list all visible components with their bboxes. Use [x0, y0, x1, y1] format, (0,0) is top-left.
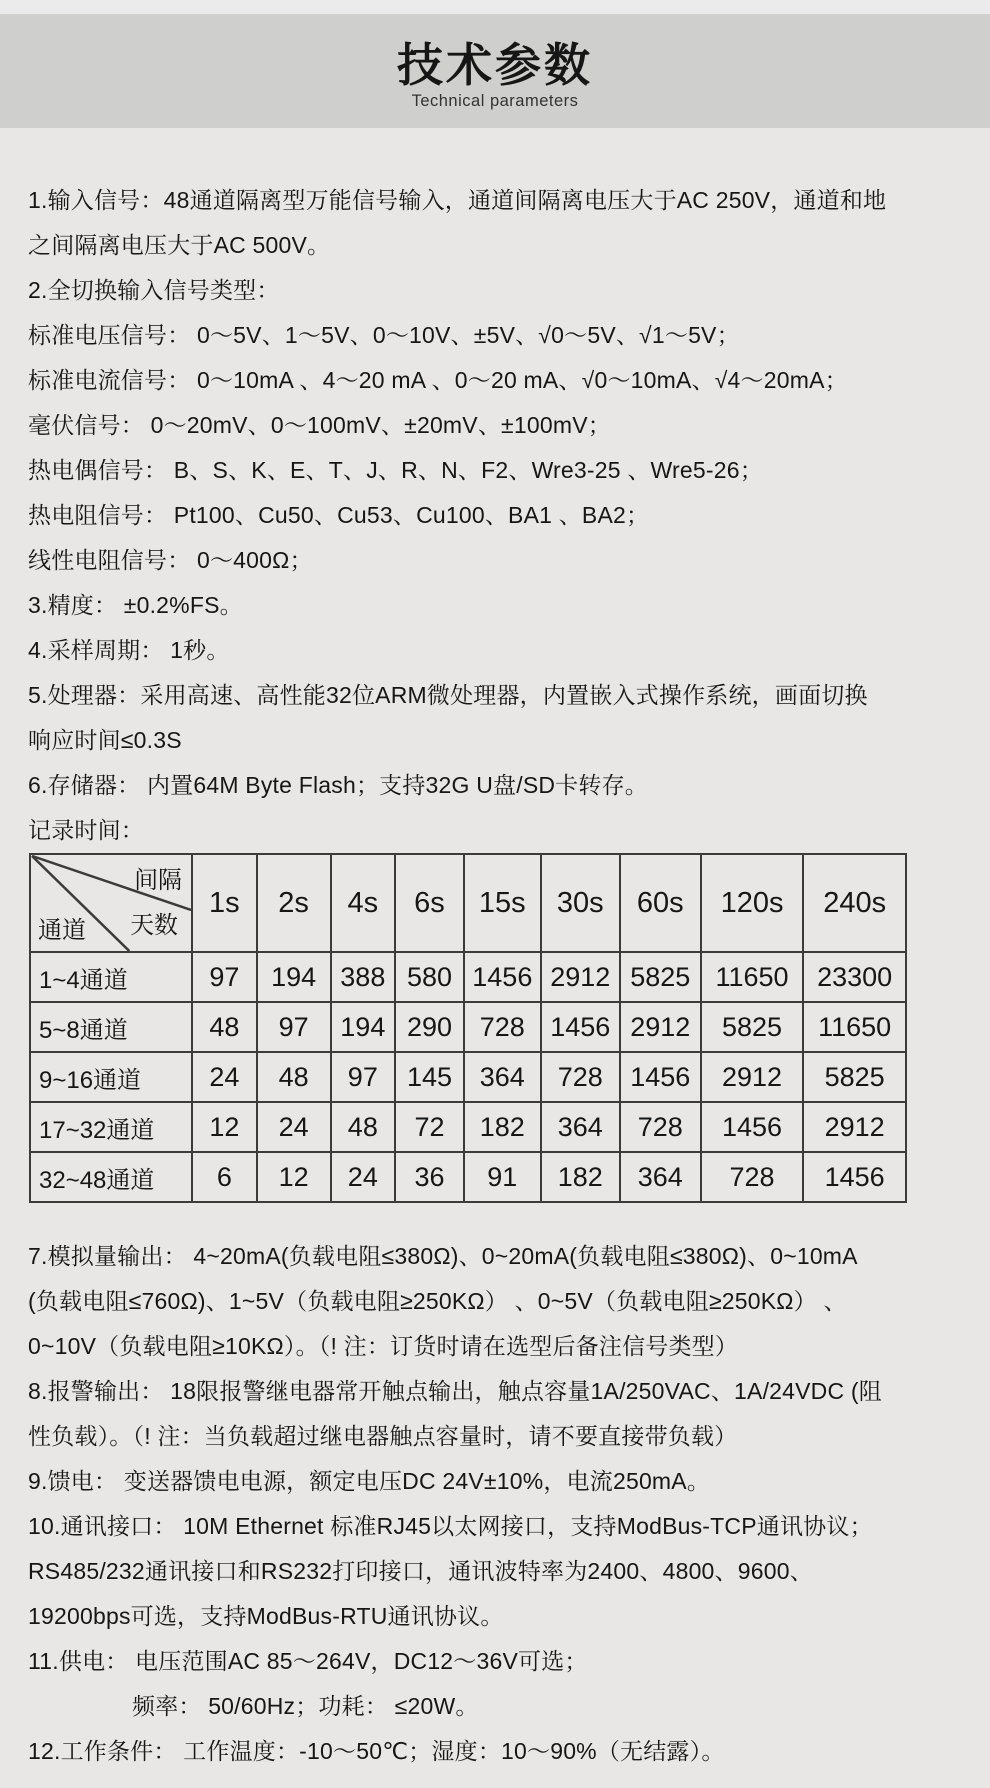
- table-row: [30, 1052, 906, 1102]
- record-days-cell: 580: [395, 952, 464, 1002]
- corner-label-days: 天数: [130, 912, 179, 939]
- record-days-cell: 91: [464, 1152, 541, 1202]
- record-days-cell: 12: [257, 1152, 331, 1202]
- record-days-cell: 11650: [701, 952, 804, 1002]
- record-days-cell: 2912: [620, 1002, 701, 1052]
- record-days-cell: 728: [541, 1052, 620, 1102]
- spec-line: 热电偶信号： B、S、K、E、T、J、R、N、F2、Wre3-25 、Wre5-26；: [28, 457, 763, 483]
- table-row: [30, 1102, 906, 1152]
- record-days-cell: 388: [331, 952, 396, 1002]
- record-days-cell: 23300: [803, 952, 906, 1002]
- record-days-cell: 72: [395, 1102, 464, 1152]
- table-row: [30, 1152, 906, 1202]
- spec-line: 标准电压信号： 0～5V、1～5V、0～10V、±5V、√0～5V、√1～5V；: [28, 322, 740, 348]
- record-days-cell: 364: [464, 1052, 541, 1102]
- record-days-cell: 145: [395, 1052, 464, 1102]
- table-corner-cell: [30, 854, 192, 952]
- spec-line: 10.通讯接口： 10M Ethernet 标准RJ45以太网接口，支持ModBus-TCP通讯协议；: [28, 1513, 873, 1539]
- record-days-cell: 97: [192, 952, 257, 1002]
- channel-row-label: 32~48通道: [30, 1152, 192, 1202]
- record-days-cell: 24: [331, 1152, 396, 1202]
- spec-line: 12.工作条件： 工作温度：-10～50℃；湿度：10～90%（无结露）。: [28, 1738, 725, 1764]
- spec-line: 3.精度： ±0.2%FS。: [28, 592, 243, 618]
- spec-line: 0~10V（负载电阻≥10KΩ）。（! 注：订货时请在选型后备注信号类型）: [28, 1333, 739, 1359]
- interval-column-header: 6s: [395, 854, 464, 952]
- spec-line: 毫伏信号： 0～20mV、0～100mV、±20mV、±100mV；: [28, 412, 611, 438]
- spec-line: 4.采样周期： 1秒。: [28, 637, 230, 663]
- channel-row-label: 1~4通道: [30, 952, 192, 1002]
- spec-lines-bottom: [28, 1234, 964, 1774]
- spec-line: 9.馈电： 变送器馈电电源，额定电压DC 24V±10%，电流250mA。: [28, 1468, 711, 1494]
- record-days-cell: 2912: [701, 1052, 804, 1102]
- record-days-cell: 48: [331, 1102, 396, 1152]
- record-days-cell: 97: [331, 1052, 396, 1102]
- spec-line: 2.全切换输入信号类型：: [28, 277, 280, 303]
- spec-lines-top: [28, 178, 964, 853]
- spec-line: 19200bps可选，支持ModBus-RTU通讯协议。: [28, 1603, 504, 1629]
- record-time-table: [29, 853, 907, 1203]
- record-days-cell: 364: [541, 1102, 620, 1152]
- interval-column-header: 2s: [257, 854, 331, 952]
- spec-line: 热电阻信号： Pt100、Cu50、Cu53、Cu100、BA1 、BA2；: [28, 502, 650, 528]
- spec-line: 8.报警输出： 18限报警继电器常开触点输出，触点容量1A/250VAC、1A/24VDC (阻: [28, 1378, 882, 1404]
- record-days-cell: 1456: [803, 1152, 906, 1202]
- corner-label-channel: 通道: [38, 917, 86, 944]
- interval-column-header: 4s: [331, 854, 396, 952]
- spec-content: [28, 0, 964, 1774]
- record-days-cell: 194: [331, 1002, 396, 1052]
- record-days-cell: 2912: [541, 952, 620, 1002]
- spec-line: 1.输入信号：48通道隔离型万能信号输入，通道间隔离电压大于AC 250V，通道和地: [28, 187, 887, 213]
- spec-line: 性负载）。（! 注：当负载超过继电器触点容量时，请不要直接带负载）: [28, 1423, 738, 1449]
- spec-line: 7.模拟量输出： 4~20mA(负载电阻≤380Ω)、0~20mA(负载电阻≤380Ω)、0~10mA: [28, 1243, 858, 1269]
- interval-column-header: 120s: [701, 854, 804, 952]
- corner-label-interval: 间隔: [134, 867, 183, 894]
- record-days-cell: 1456: [620, 1052, 701, 1102]
- record-days-cell: 2912: [803, 1102, 906, 1152]
- record-days-cell: 728: [620, 1102, 701, 1152]
- interval-column-header: 15s: [464, 854, 541, 952]
- interval-column-header: 30s: [541, 854, 620, 952]
- record-days-cell: 182: [464, 1102, 541, 1152]
- record-days-cell: 97: [257, 1002, 331, 1052]
- record-days-cell: 48: [192, 1002, 257, 1052]
- record-days-cell: 728: [464, 1002, 541, 1052]
- record-days-cell: 290: [395, 1002, 464, 1052]
- spec-line: 6.存储器： 内置64M Byte Flash；支持32G U盘/SD卡转存。: [28, 772, 648, 798]
- record-days-cell: 182: [541, 1152, 620, 1202]
- record-days-cell: 24: [257, 1102, 331, 1152]
- spec-line: 11.供电： 电压范围AC 85～264V，DC12～36V可选；: [28, 1648, 588, 1674]
- channel-row-label: 17~32通道: [30, 1102, 192, 1152]
- spec-line: 响应时间≤0.3S: [28, 727, 182, 753]
- spec-line: 线性电阻信号： 0～400Ω；: [28, 547, 313, 573]
- record-days-cell: 48: [257, 1052, 331, 1102]
- spec-line: RS485/232通讯接口和RS232打印接口，通讯波特率为2400、4800、9600、: [28, 1558, 813, 1584]
- spec-line: 频率： 50/60Hz；功耗： ≤20W。: [132, 1693, 479, 1719]
- channel-row-label: 5~8通道: [30, 1002, 192, 1052]
- spec-line: 之间隔离电压大于AC 500V。: [28, 232, 331, 258]
- record-days-cell: 1456: [541, 1002, 620, 1052]
- record-days-cell: 364: [620, 1152, 701, 1202]
- interval-column-header: 60s: [620, 854, 701, 952]
- record-days-cell: 194: [257, 952, 331, 1002]
- spec-line: 记录时间：: [28, 817, 144, 843]
- table-row: [30, 1002, 906, 1052]
- record-days-cell: 1456: [701, 1102, 804, 1152]
- record-days-cell: 36: [395, 1152, 464, 1202]
- record-days-cell: 6: [192, 1152, 257, 1202]
- interval-column-header: 1s: [192, 854, 257, 952]
- record-days-cell: 5825: [620, 952, 701, 1002]
- record-days-cell: 24: [192, 1052, 257, 1102]
- table-header-row: [30, 854, 906, 952]
- spec-line: 标准电流信号： 0～10mA 、4～20 mA 、0～20 mA、√0～10mA、√4～20mA；: [28, 367, 848, 393]
- spec-line: (负载电阻≤760Ω)、1~5V（负载电阻≥250KΩ） 、0~5V（负载电阻≥250KΩ） 、: [28, 1288, 847, 1314]
- record-days-cell: 1456: [464, 952, 541, 1002]
- spec-line: 5.处理器：采用高速、高性能32位ARM微处理器，内置嵌入式操作系统，画面切换: [28, 682, 868, 708]
- record-days-cell: 5825: [803, 1052, 906, 1102]
- record-days-cell: 5825: [701, 1002, 804, 1052]
- page-subtitle: Technical parameters: [411, 91, 579, 110]
- record-days-cell: 728: [701, 1152, 804, 1202]
- interval-column-header: 240s: [803, 854, 906, 952]
- page-title: 技术参数: [397, 38, 593, 91]
- channel-row-label: 9~16通道: [30, 1052, 192, 1102]
- record-days-cell: 11650: [803, 1002, 906, 1052]
- table-row: [30, 952, 906, 1002]
- record-days-cell: 12: [192, 1102, 257, 1152]
